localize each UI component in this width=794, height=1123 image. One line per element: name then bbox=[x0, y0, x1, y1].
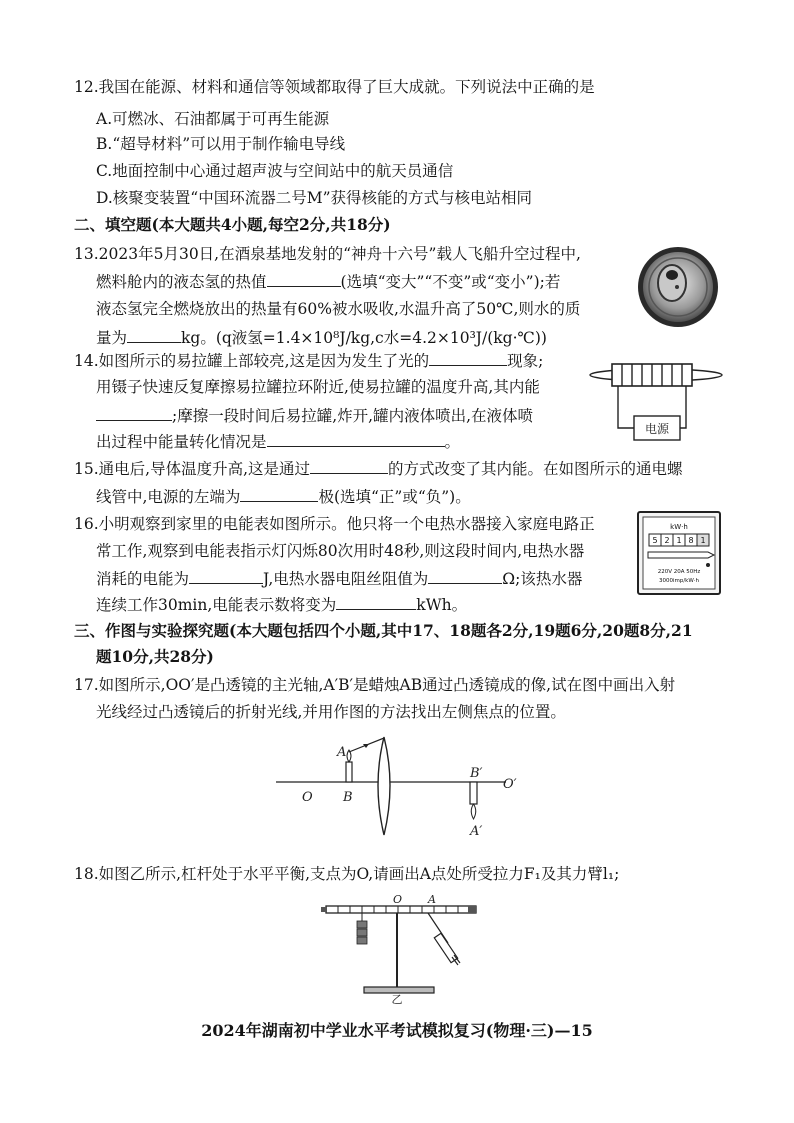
q17-line1: 17.如图所示,OO′是凸透镜的主光轴,A′B′是蜡烛AB通过凸透镜成的像,试在图中画出入射 bbox=[74, 676, 676, 694]
q16-line3: 消耗的电能为 J,电热水器电阻丝阻值为 Ω;该热水器 bbox=[96, 567, 582, 590]
q15-line1: 15.通电后,导体温度升高,这是通过 的方式改变了其内能。在如图所示的通电螺 bbox=[74, 457, 683, 480]
q12-option-d: D.核聚变装置“中国环流器二号M”获得核能的方式与核电站相同 bbox=[96, 189, 533, 207]
q12-option-b: B.“超导材料”可以用于制作输电导线 bbox=[96, 135, 346, 153]
meter-digit: 8 bbox=[688, 536, 694, 545]
lever-bar bbox=[326, 906, 476, 913]
solenoid-figure bbox=[586, 358, 726, 446]
meter-digit: 1 bbox=[676, 536, 682, 545]
q13-blank-2[interactable] bbox=[127, 326, 181, 343]
q15-blank-2[interactable] bbox=[240, 485, 318, 502]
label-o-prime: O′ bbox=[503, 777, 517, 792]
q12-option-c: C.地面控制中心通过超声波与空间站中的航天员通信 bbox=[96, 162, 454, 180]
weight-icon bbox=[357, 937, 367, 944]
meter-unit: kW·h bbox=[670, 523, 688, 531]
section3-heading-line2: 题10分,共28分) bbox=[96, 647, 214, 666]
label-o: O bbox=[393, 893, 403, 906]
q16-blank-1[interactable] bbox=[189, 567, 263, 584]
figure-caption: 乙 bbox=[391, 993, 403, 1005]
label-o: O bbox=[302, 790, 313, 805]
meter-digit: 5 bbox=[652, 536, 658, 545]
q16-line4: 连续工作30min,电能表示数将变为 kWh。 bbox=[96, 593, 467, 616]
q12-stem: 12.我国在能源、材料和通信等领域都取得了巨大成就。下列说法中正确的是 bbox=[74, 78, 595, 96]
q14-blank-3[interactable] bbox=[267, 430, 445, 447]
section3-heading-line1: 三、作图与实验探究题(本大题包括四个小题,其中17、18题各2分,19题6分,20题8分,21 bbox=[74, 621, 693, 640]
label-a-prime: A′ bbox=[470, 824, 483, 839]
q17-line2: 光线经过凸透镜后的折射光线,并用作图的方法找出左侧焦点的位置。 bbox=[96, 703, 566, 721]
q14-line1: 14.如图所示的易拉罐上部较亮,这是因为发生了光的 现象; bbox=[74, 349, 543, 372]
q14-blank-1[interactable] bbox=[429, 349, 507, 366]
q13-line4: 量为 kg。(q液氢=1.4×10⁸J/kg,c水=4.2×10³J/(kg·℃)) bbox=[96, 326, 547, 349]
q14-line4: 出过程中能量转化情况是 。 bbox=[96, 430, 460, 453]
q14-line2: 用镊子快速反复摩擦易拉罐拉环附近,使易拉罐的温度升高,其内能 bbox=[96, 378, 540, 396]
q16-line1: 16.小明观察到家里的电能表如图所示。他只将一个电热水器接入家庭电路正 bbox=[74, 515, 595, 533]
q13-line3: 液态氢完全燃烧放出的热量有60%被水吸收,水温升高了50℃,则水的质 bbox=[96, 300, 581, 318]
indicator-lamp-icon bbox=[706, 563, 710, 567]
page-footer: 2024年湖南初中学业水平考试模拟复习(物理·三)—15 bbox=[201, 1021, 593, 1040]
meter-digit: 2 bbox=[664, 536, 670, 545]
lever-figure bbox=[318, 893, 498, 1005]
q18-line1: 18.如图乙所示,杠杆处于水平平衡,支点为O,请画出A点处所受拉力F₁及其力臂l₁; bbox=[74, 865, 620, 883]
q15-blank-1[interactable] bbox=[310, 457, 388, 474]
lens-figure bbox=[270, 735, 530, 845]
weight-icon bbox=[357, 921, 367, 928]
meter-digit: 1 bbox=[700, 536, 706, 545]
q14-line3: ;摩擦一段时间后易拉罐,炸开,罐内液体喷出,在液体喷 bbox=[96, 404, 533, 427]
label-a: A bbox=[428, 893, 436, 906]
label-a: A bbox=[337, 745, 347, 760]
weight-icon bbox=[357, 929, 367, 936]
q13-blank-1[interactable] bbox=[267, 270, 341, 287]
label-b-prime: B′ bbox=[470, 766, 483, 781]
q15-line2: 线管中,电源的左端为 极(选填“正”或“负”)。 bbox=[96, 485, 471, 508]
meter-spec-2: 3000imp/kW·h bbox=[658, 578, 700, 584]
q16-blank-2[interactable] bbox=[428, 567, 502, 584]
section2-heading: 二、填空题(本大题共4小题,每空2分,共18分) bbox=[74, 215, 391, 234]
meter-spec-1: 220V 20A 50Hz bbox=[657, 569, 701, 575]
can-figure bbox=[636, 245, 720, 329]
q14-blank-2[interactable] bbox=[96, 404, 172, 421]
label-b: B bbox=[343, 790, 353, 805]
image-candle bbox=[470, 782, 477, 804]
q12-option-a: A.可燃冰、石油都属于可再生能源 bbox=[96, 110, 330, 128]
spring-scale bbox=[434, 933, 457, 962]
convex-lens bbox=[378, 737, 390, 835]
power-label: 电源 bbox=[644, 422, 670, 436]
q16-line2: 常工作,观察到电能表指示灯闪烁80次用时48秒,则这段时间内,电热水器 bbox=[96, 542, 585, 560]
q13-line1: 13.2023年5月30日,在酒泉基地发射的“神舟十六号”载人飞船升空过程中, bbox=[74, 245, 581, 263]
q16-blank-3[interactable] bbox=[336, 593, 416, 610]
candle-ab bbox=[346, 762, 352, 782]
q13-line2: 燃料舱内的液态氢的热值 (选填“变大”“不变”或“变小”);若 bbox=[96, 270, 560, 293]
electric-meter-figure bbox=[636, 510, 722, 596]
